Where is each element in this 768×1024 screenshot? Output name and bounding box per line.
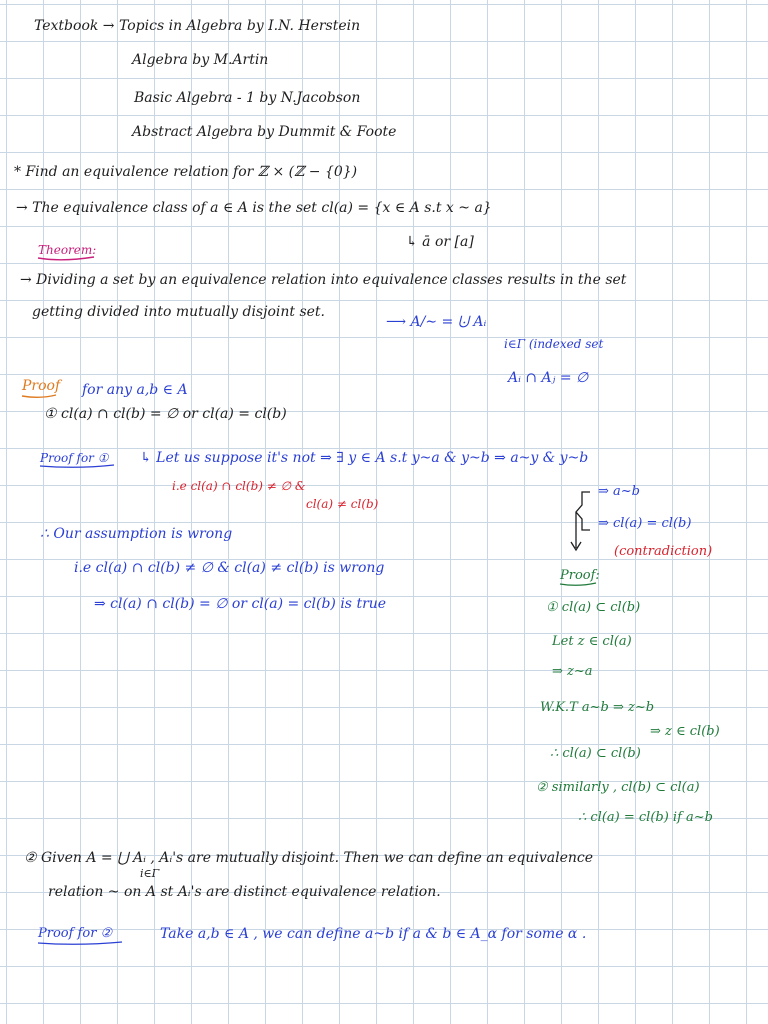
proof-for-any: for any a,b ∈ A: [82, 382, 188, 398]
disjoint-condition: Aᵢ ∩ Aⱼ = ∅: [508, 370, 589, 386]
green-step-1: ① cl(a) ⊂ cl(b): [546, 600, 641, 615]
green-step-3: ⇒ z~a: [552, 664, 593, 679]
given-line-1: ② Given A = ⋃ Aᵢ , Aᵢ's are mutually disjoint. Then we can define an equivalence: [24, 850, 594, 866]
assumption-wrong: ∴ Our assumption is wrong: [40, 526, 233, 542]
textbook-line-2: Algebra by M.Artin: [132, 52, 269, 68]
given-line-2: relation ~ on A st Aᵢ's are distinct equivalence relation.: [48, 884, 441, 900]
ie-line-2: cl(a) ≠ cl(b): [306, 497, 379, 511]
proof-for-1-text: ↳ Let us suppose it's not ⇒ ∃ y ∈ A s.t y~a & y~b ⇒ a~y & y~b: [140, 450, 589, 466]
implies-cla-equals-clb: ⇒ cl(a) = cl(b): [598, 516, 692, 531]
textbook-line-1: Textbook → Topics in Algebra by I.N. Herstein: [34, 18, 361, 34]
theorem-line-2: getting divided into mutually disjoint set.: [32, 304, 325, 320]
equivalence-class-definition: → The equivalence class of a ∈ A is the set cl(a) = {x ∈ A s.t x ~ a}: [16, 200, 492, 216]
find-equivalence-line: * Find an equivalence relation for ℤ × (ℤ − {0}): [14, 164, 358, 180]
theorem-label: Theorem:: [38, 243, 97, 257]
brace-arrow: [571, 492, 590, 550]
green-step-4: W.K.T a~b ⇒ z~b: [540, 700, 655, 715]
given-index: i∈Γ: [140, 867, 160, 880]
theorem-line-1: → Dividing a set by an equivalence relation into equivalence classes results in the set: [20, 272, 627, 288]
green-step-5: ⇒ z ∈ cl(b): [650, 724, 720, 739]
contradiction-note: (contradiction): [614, 544, 713, 559]
textbook-line-3: Basic Algebra - 1 by N.Jacobson: [134, 90, 361, 106]
implies-true-line: ⇒ cl(a) ∩ cl(b) = ∅ or cl(a) = cl(b) is true: [94, 596, 387, 612]
green-step-7: ② similarly , cl(b) ⊂ cl(a): [536, 780, 700, 795]
green-step-8: ∴ cl(a) = cl(b) if a~b: [578, 810, 713, 825]
quotient-set-expression: ⟶ A/∼ = ⨃ Aᵢ: [386, 314, 487, 330]
proof-for-1-label: Proof for ①: [40, 451, 109, 465]
ie-line-1: i.e cl(a) ∩ cl(b) ≠ ∅ &: [172, 479, 306, 493]
proof-for-2-label: Proof for ②: [38, 926, 113, 941]
implies-a-b: ⇒ a~b: [598, 484, 640, 499]
proof-for-2-underline: [38, 942, 122, 944]
green-step-6: ∴ cl(a) ⊂ cl(b): [550, 746, 641, 761]
indexed-set-note: i∈Γ (indexed set: [504, 337, 604, 351]
proof-for-2-text: Take a,b ∈ A , we can define a~b if a & b ∈ A_α for some α .: [160, 926, 587, 942]
green-step-2: Let z ∈ cl(a): [552, 634, 632, 649]
green-proof-label: Proof:: [560, 568, 600, 583]
proof-underline: [22, 395, 56, 397]
proof-label: Proof: [22, 378, 61, 394]
textbook-line-4: Abstract Algebra by Dummit & Foote: [132, 124, 397, 140]
claim-1: ① cl(a) ∩ cl(b) = ∅ or cl(a) = cl(b): [44, 406, 287, 422]
equivalence-class-notation: ↳ ā or [a]: [406, 234, 474, 250]
ie-wrong-line: i.e cl(a) ∩ cl(b) ≠ ∅ & cl(a) ≠ cl(b) is wrong: [74, 560, 385, 576]
